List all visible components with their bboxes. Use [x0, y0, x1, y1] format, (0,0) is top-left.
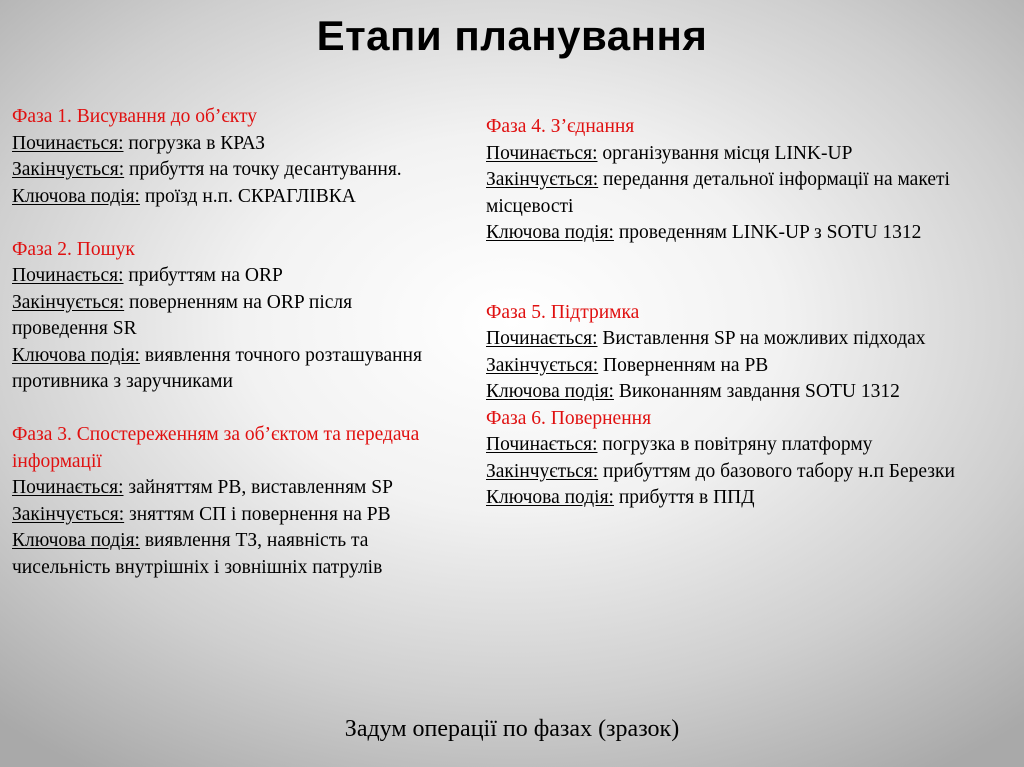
phase-ends	[12, 502, 432, 529]
key-label: Ключова подія:	[486, 381, 614, 402]
key-value: Виконанням завдання SOTU 1312	[613, 381, 900, 402]
phase-key-event	[12, 528, 432, 581]
ends-label: Закінчується:	[12, 503, 125, 525]
phase-starts	[486, 141, 1016, 168]
phase-key-event	[486, 485, 1016, 512]
key-label: Ключова подія:	[486, 222, 614, 243]
phase-ends	[486, 459, 1016, 486]
phase-title: Фаза 3. Спостереженням за об’єктом та передача інформації	[12, 424, 420, 472]
right-column	[486, 114, 1016, 512]
phase-ends	[486, 167, 1016, 220]
page-title: Етапи планування	[316, 12, 708, 59]
phase-title: Фаза 5. Підтримка	[486, 301, 640, 323]
spacer	[12, 210, 432, 237]
ends-value: передання детальної інформації на макеті місцевості	[486, 169, 950, 217]
ends-value: поверненням на ORP після проведення SR	[12, 291, 353, 339]
starts-value: зайняттям РВ, виставленням SP	[123, 477, 393, 498]
phase-starts	[12, 475, 432, 502]
phase-title: Фаза 6. Повернення	[486, 407, 652, 429]
phase-key-event	[486, 379, 1016, 406]
key-label: Ключова подія:	[12, 185, 140, 207]
ends-label: Закінчується:	[486, 354, 599, 376]
ends-label: Закінчується:	[12, 159, 125, 180]
phase-starts	[12, 131, 432, 158]
starts-label: Починається:	[12, 132, 124, 154]
starts-label: Починається:	[486, 434, 598, 455]
phase-title: Фаза 1. Висування до об’єкту	[12, 106, 258, 127]
starts-value: Виставлення SP на можливих підходах	[597, 328, 926, 349]
spacer	[486, 247, 1016, 300]
ends-value: прибуття на точку десантування.	[124, 159, 402, 180]
starts-label: Починається:	[486, 142, 598, 164]
phase-title: Фаза 4. З’єднання	[486, 116, 635, 137]
starts-label: Починається:	[486, 328, 598, 349]
phase-key-event	[486, 220, 1016, 247]
key-value: прибуття в ППД	[613, 487, 755, 508]
starts-value: прибуттям на ORP	[123, 265, 283, 286]
key-value: проведенням LINK-UP з SOTU 1312	[613, 222, 922, 243]
phase-starts	[12, 263, 432, 290]
key-value: виявлення точного розташування противника з заручниками	[12, 344, 422, 392]
key-value: проїзд н.п. СКРАГЛІВКА	[139, 185, 356, 207]
phase-key-event	[12, 184, 432, 211]
key-label: Ключова подія:	[12, 344, 140, 366]
slide-caption: Задум операції по фазах (зразок)	[344, 716, 680, 742]
phase-title: Фаза 2. Пошук	[12, 238, 135, 260]
phase-ends	[486, 353, 1016, 380]
spacer	[12, 396, 432, 423]
ends-value: зняттям СП і повернення на РВ	[124, 503, 391, 525]
key-value: виявлення ТЗ, наявність та чисельність внутрішніх і зовнішніх патрулів	[12, 530, 383, 578]
phase-2	[12, 237, 432, 396]
starts-label: Починається:	[12, 477, 124, 498]
ends-value: Поверненням на РВ	[598, 354, 769, 376]
ends-label: Закінчується:	[12, 291, 125, 313]
starts-value: погрузка в КРАЗ	[123, 132, 266, 154]
phase-1	[12, 104, 432, 210]
key-label: Ключова подія:	[486, 487, 614, 508]
phase-ends	[12, 157, 432, 184]
phase-4	[486, 114, 1016, 247]
phase-6	[486, 406, 1016, 512]
left-column	[12, 104, 432, 581]
phase-3	[12, 422, 432, 581]
starts-value: погрузка в повітряну платформу	[597, 434, 873, 455]
starts-label: Починається:	[12, 265, 124, 286]
ends-label: Закінчується:	[486, 460, 599, 482]
key-label: Ключова подія:	[12, 530, 140, 551]
phase-key-event	[12, 343, 432, 396]
ends-value: прибуттям до базового табору н.п Березки	[598, 460, 955, 482]
phase-starts	[486, 326, 1016, 353]
phase-5	[486, 300, 1016, 406]
starts-value: організування місця LINK-UP	[597, 142, 853, 164]
ends-label: Закінчується:	[486, 169, 599, 190]
phase-starts	[486, 432, 1016, 459]
phase-ends	[12, 290, 432, 343]
